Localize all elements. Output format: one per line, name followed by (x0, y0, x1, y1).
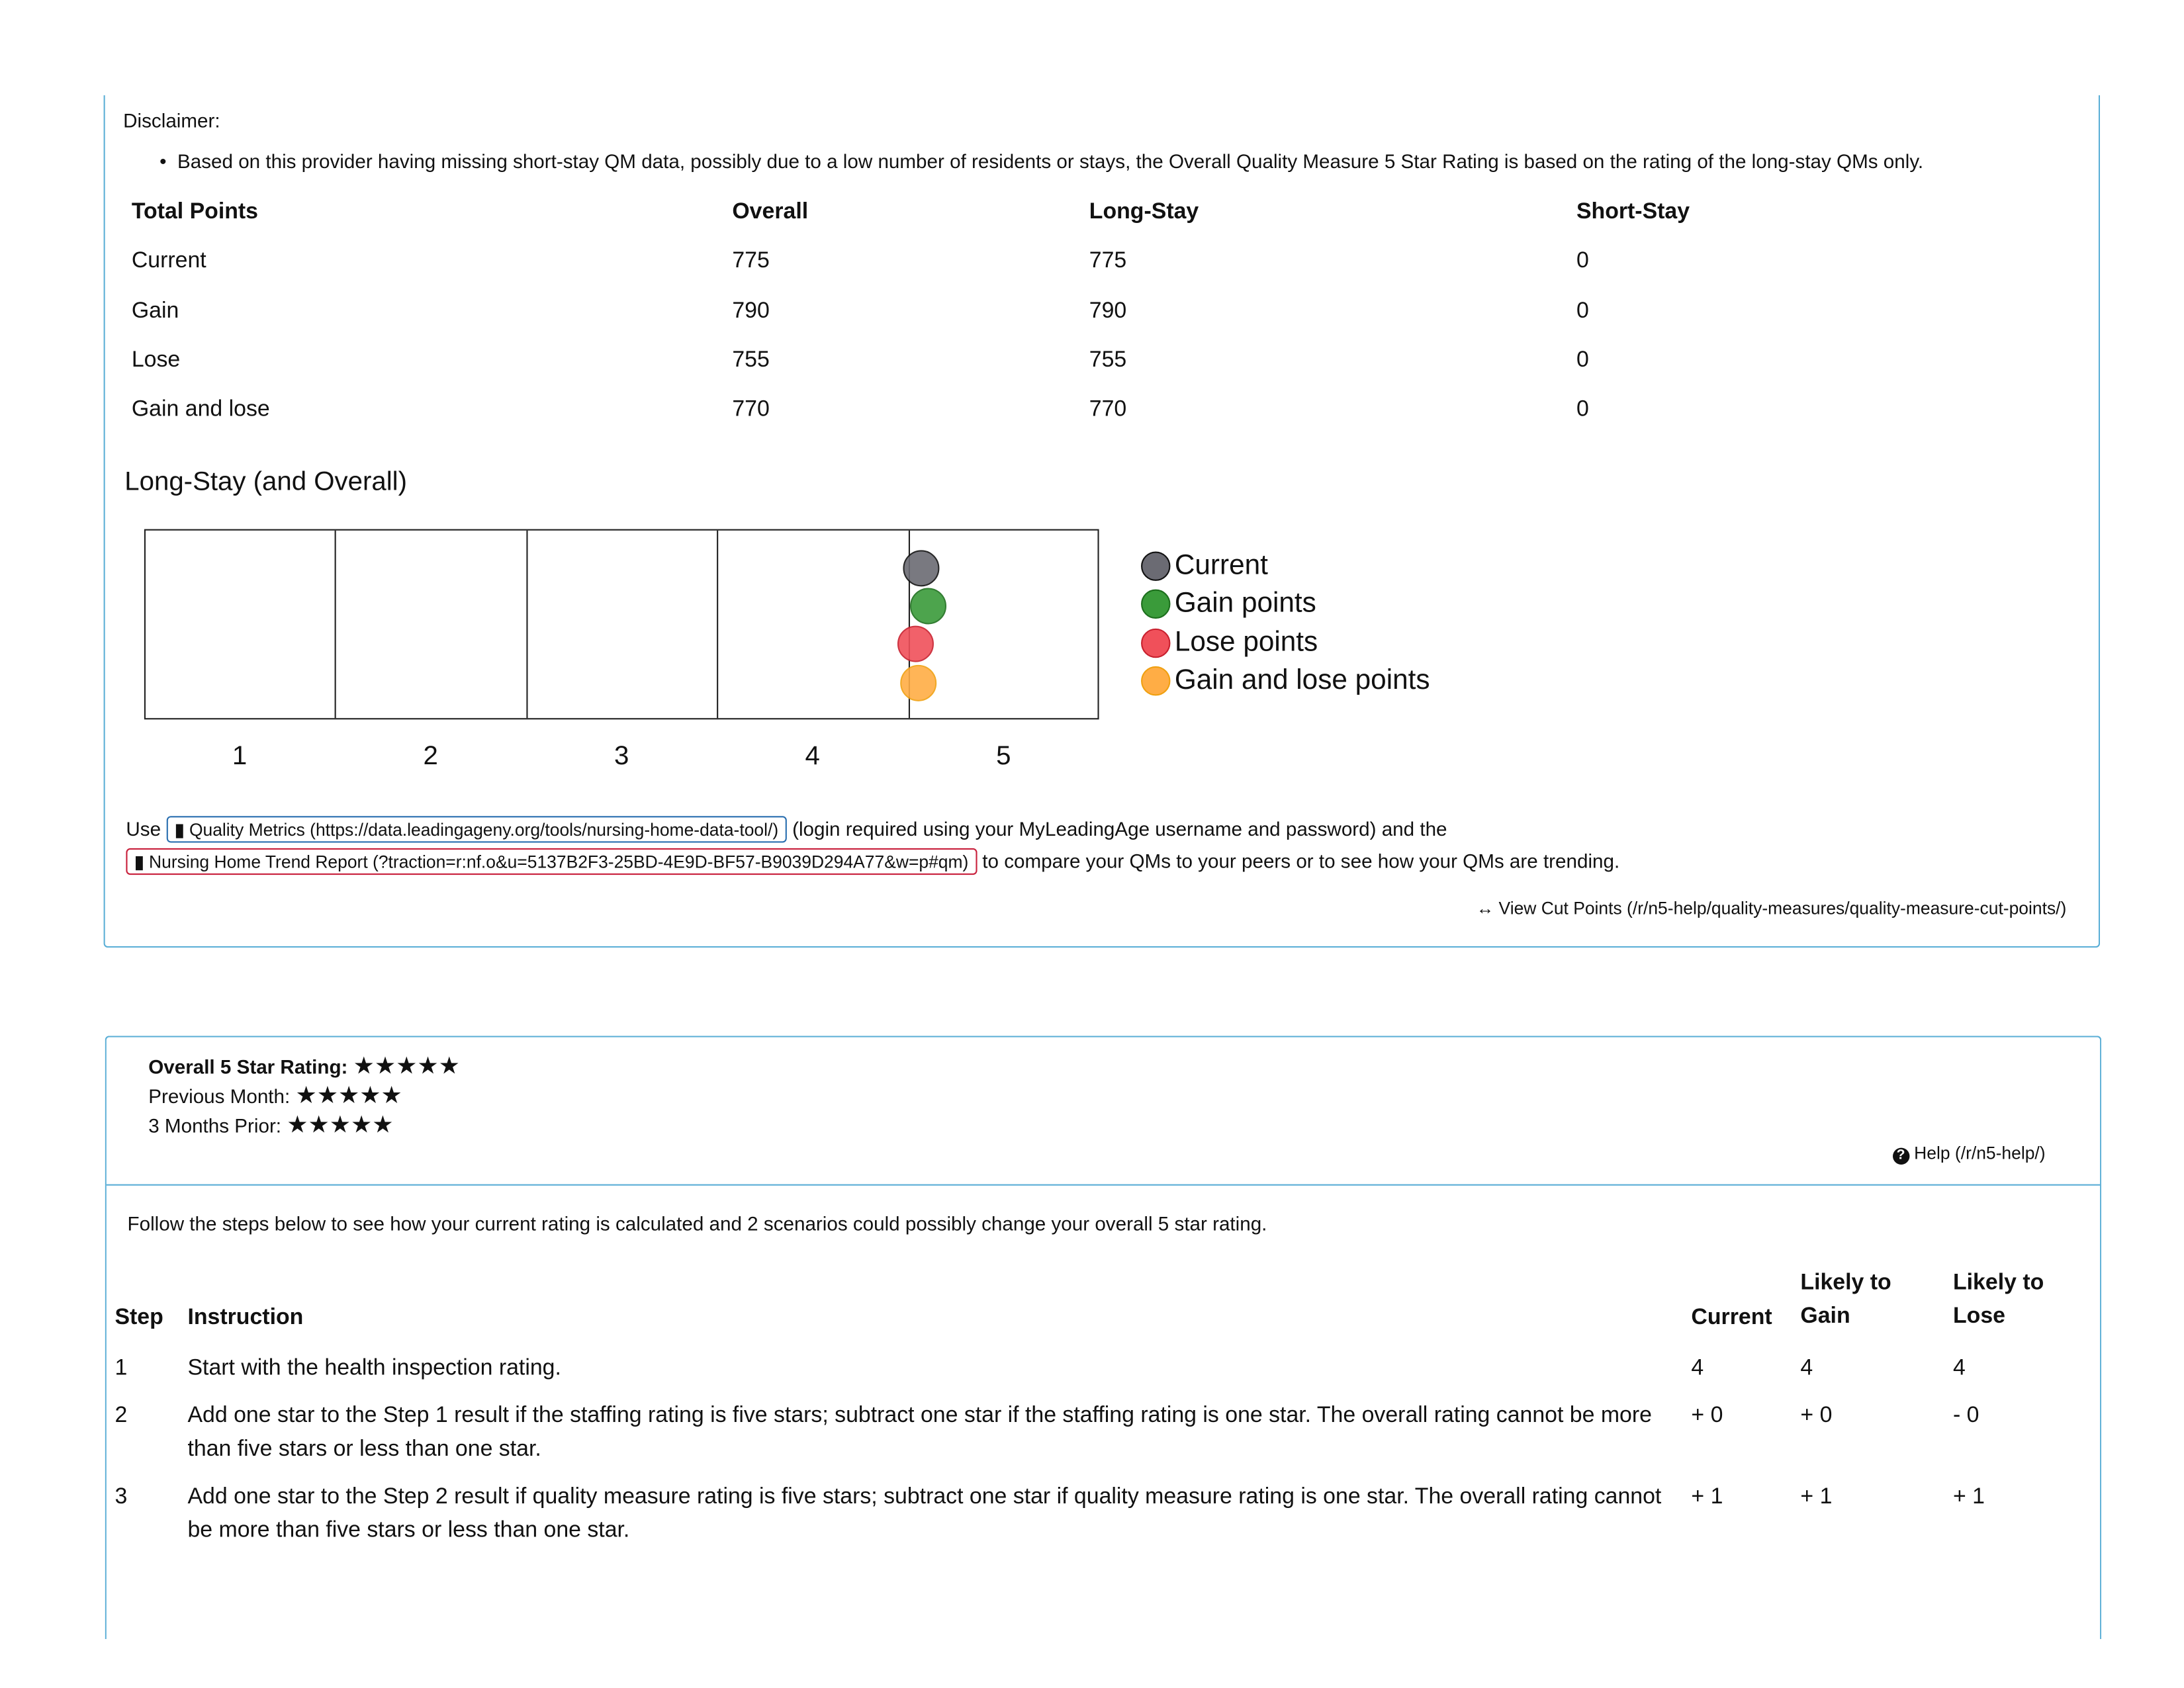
overall-rating (148, 1053, 460, 1081)
x-tick-label: 5 (996, 742, 1011, 772)
points-table-header: Short-Stay (1576, 200, 1690, 224)
previous-month-label: Previous Month: (148, 1085, 291, 1108)
step-instruction: Start with the health inspection rating. (187, 1356, 561, 1380)
steps-table-header: Instruction (187, 1306, 304, 1330)
links-line-1 (126, 816, 1447, 842)
step-value: + 1 (1952, 1485, 1985, 1509)
login-note: (login required using your MyLeadingAge username and password) and the (792, 817, 1447, 840)
help-label: Help (/r/n5-help/) (1914, 1143, 2046, 1163)
previous-month-stars: ★★★★★ (295, 1082, 402, 1109)
step-value: 4 (1691, 1356, 1704, 1380)
legend-label: Gain and lose points (1174, 664, 1430, 696)
three-months-prior-stars: ★★★★★ (287, 1111, 394, 1138)
points-table-cell: 790 (1089, 299, 1127, 324)
arrows-horizontal-icon: ↔ (1476, 899, 1494, 918)
points-table-cell: 0 (1576, 299, 1589, 324)
points-table-cell: 775 (1089, 249, 1127, 273)
disclaimer-text: Based on this provider having missing short-stay QM data, possibly due to a low number of residents or stays, the Overall Quality Measure 5 Star Rating is based on the rating of the long-stay QMs only. (177, 150, 1924, 173)
bar-chart-icon: ▮ (174, 820, 185, 840)
band-divider (717, 531, 718, 718)
three-months-prior-rating (148, 1112, 393, 1139)
legend-item (1141, 665, 1430, 697)
step-value: - 0 (1952, 1403, 1979, 1428)
points-table-cell: 0 (1576, 397, 1589, 422)
points-table-row-label: Gain and lose (131, 397, 270, 422)
points-table-cell: 770 (1089, 397, 1127, 422)
quality-metrics-link[interactable] (166, 816, 787, 842)
points-table-header: Total Points (131, 200, 259, 224)
view-cut-points-label: View Cut Points (/r/n5-help/quality-measures/quality-measure-cut-points/) (1498, 899, 2067, 918)
previous-month-rating (148, 1082, 402, 1110)
help-link[interactable] (1892, 1143, 2045, 1165)
step-number: 1 (114, 1356, 128, 1380)
step-instruction: Add one star to the Step 1 result if the staffing rating is five stars; subtract one star if the staffing rating is one star. The overall rating cannot be more than five stars or less than one star. (187, 1403, 1652, 1462)
steps-table-header: Likely to Lose (1952, 1270, 2044, 1329)
trend-report-label: Nursing Home Trend Report (?traction=r:nf.o&u=5137B2F3-25BD-4E9D-BF57-B9039D294A77&w=p#qm) (149, 852, 969, 872)
step-value: + 1 (1691, 1485, 1723, 1509)
points-table-row-label: Gain (131, 299, 179, 324)
x-tick-label: 2 (423, 742, 438, 772)
legend-label: Lose points (1174, 626, 1318, 658)
quality-metrics-label: Quality Metrics (https://data.leadingageny.org/tools/nursing-home-data-tool/) (189, 820, 779, 840)
data-point-lose-points (897, 626, 933, 662)
overall-rating-label: Overall 5 Star Rating: (148, 1055, 348, 1078)
points-table-header: Long-Stay (1089, 200, 1199, 224)
points-table-cell: 770 (732, 397, 770, 422)
disclaimer-title: Disclaimer: (123, 109, 220, 132)
trend-note: to compare your QMs to your peers or to see how your QMs are trending. (982, 850, 1620, 872)
steps-table-header: Likely to Gain (1800, 1270, 1891, 1329)
points-table-cell: 0 (1576, 348, 1589, 373)
data-point-current (903, 550, 939, 586)
links-line-2 (126, 848, 1619, 875)
legend-marker-icon (1141, 628, 1170, 657)
view-cut-points-link[interactable] (1477, 899, 2067, 918)
legend-marker-icon (1141, 666, 1170, 695)
disclaimer-bullet: • Based on this provider having missing short-stay QM data, possibly due to a low number of residents or stays, the Overall Quality Measure 5 Star Rating is based on the rating of the long-stay QMs only. (159, 150, 1924, 173)
legend-item (1141, 588, 1316, 621)
overall-stars: ★★★★★ (353, 1052, 460, 1079)
trend-report-link[interactable] (126, 848, 977, 875)
points-table-cell: 790 (732, 299, 770, 324)
step-number: 2 (114, 1403, 128, 1428)
step-number: 3 (114, 1485, 128, 1509)
step-value: + 0 (1691, 1403, 1723, 1428)
step-value: 4 (1800, 1356, 1813, 1380)
data-point-gain-points (911, 588, 947, 624)
legend-item (1141, 627, 1318, 659)
step-value: 4 (1952, 1356, 1966, 1380)
data-point-gain-and-lose-points (901, 665, 937, 701)
points-table-cell: 755 (1089, 348, 1127, 373)
steps-intro: Follow the steps below to see how your current rating is calculated and 2 scenarios could possibly change your overall 5 star rating. (127, 1212, 1267, 1235)
points-table-cell: 0 (1576, 249, 1589, 273)
steps-table-header: Step (114, 1306, 163, 1330)
chart-title: Long-Stay (and Overall) (124, 467, 407, 497)
question-circle-icon: ? (1892, 1148, 1909, 1165)
three-months-prior-label: 3 Months Prior: (148, 1114, 282, 1137)
panel-divider (107, 1184, 2100, 1186)
legend-label: Gain points (1174, 588, 1316, 619)
band-divider (335, 531, 336, 718)
points-table-cell: 755 (732, 348, 770, 373)
band-divider (526, 531, 527, 718)
step-value: + 0 (1800, 1403, 1833, 1428)
x-tick-label: 1 (232, 742, 248, 772)
points-table-row-label: Lose (131, 348, 181, 373)
legend-item (1141, 550, 1268, 582)
x-tick-label: 4 (805, 742, 820, 772)
overall-rating-panel (105, 1036, 2102, 1639)
signal-bars-icon: ▮ (134, 852, 144, 872)
points-table-cell: 775 (732, 249, 770, 273)
legend-label: Current (1174, 550, 1268, 581)
step-value: + 1 (1800, 1485, 1833, 1509)
legend-marker-icon (1141, 551, 1170, 580)
steps-table-header: Current (1691, 1306, 1772, 1330)
points-table-row-label: Current (131, 249, 206, 273)
step-instruction: Add one star to the Step 2 result if quality measure rating is five stars; subtract one star if quality measure rating is one star. The overall rating cannot be more than five stars or less than one star. (187, 1485, 1662, 1543)
use-text: Use (126, 817, 161, 840)
points-table-header: Overall (732, 200, 809, 224)
legend-marker-icon (1141, 590, 1170, 619)
star-rating-chart (144, 529, 1099, 720)
x-tick-label: 3 (614, 742, 629, 772)
